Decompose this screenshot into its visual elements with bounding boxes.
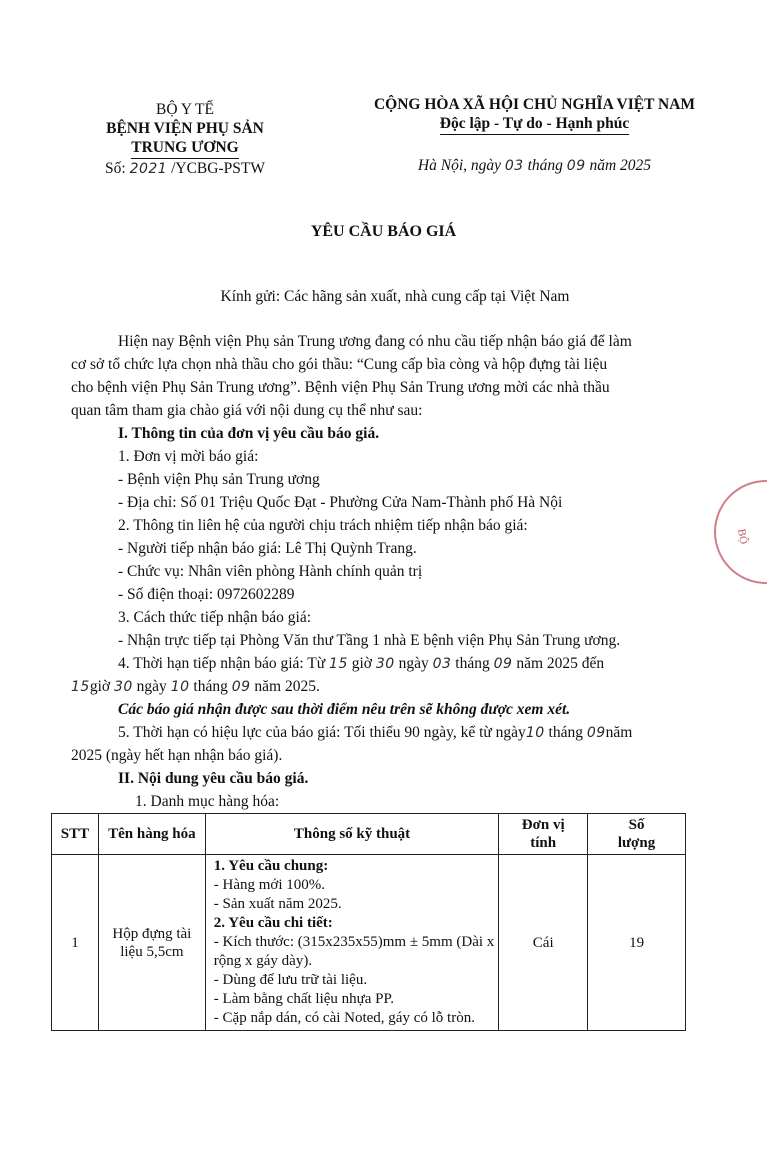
section-2-heading: II. Nội dung yêu cầu báo giá. bbox=[118, 770, 309, 787]
validity-month-handwritten: 09 bbox=[586, 725, 606, 741]
issuer-block bbox=[70, 100, 300, 179]
from-hour-handwritten: 15 bbox=[329, 656, 348, 672]
col-header-spec: Thông số kỹ thuật bbox=[205, 814, 499, 855]
validity-line-1: 5. Thời hạn có hiệu lực của báo giá: Tối thiểu 90 ngày, kể từ ngày10 tháng 09năm bbox=[118, 724, 633, 741]
ministry-name: BỘ Y TẾ bbox=[156, 101, 214, 118]
country-name: CỘNG HÒA XÃ HỘI CHỦ NGHĨA VIỆT NAM bbox=[373, 96, 696, 113]
section-1-line: - Nhận trực tiếp tại Phòng Văn thư Tầng 1 nhà E bệnh viện Phụ Sản Trung ương. bbox=[118, 632, 621, 649]
national-motto: Độc lập - Tự do - Hạnh phúc bbox=[362, 114, 707, 135]
cell-spec: 1. Yêu cầu chung: - Hàng mới 100%. - Sản xuất năm 2025. 2. Yêu cầu chi tiết: - Kích thước: (315x235x55)mm ± 5mm (Dài x rộng x gáy dày). - Dùng để lưu trữ tài liệu. - Làm bằng chất liệu nhựa PP. - Cặp nắp dán, có cài Noted, gáy có lỗ tròn. bbox=[205, 855, 499, 1031]
document-title: YÊU CẦU BÁO GIÁ bbox=[310, 223, 457, 240]
table-header-row bbox=[52, 814, 686, 855]
date-month-handwritten: 09 bbox=[566, 158, 586, 174]
to-month-handwritten: 09 bbox=[231, 679, 251, 695]
document-number-handwritten: 2021 bbox=[129, 161, 168, 177]
cell-qty: 19 bbox=[588, 855, 686, 1031]
col-header-unit: Đơn vị tính bbox=[499, 814, 588, 855]
late-quote-warning: Các báo giá nhận được sau thời điểm nêu trên sẽ không được xem xét. bbox=[118, 701, 571, 718]
section-1-line: - Địa chỉ: Số 01 Triệu Quốc Đạt - Phường Cửa Nam-Thành phố Hà Nội bbox=[118, 494, 563, 511]
col-header-stt: STT bbox=[52, 814, 99, 855]
deadline-line-2: 15giờ 30 ngày 10 tháng 09 năm 2025. bbox=[71, 678, 320, 695]
intro-line-3: cho bệnh viện Phụ Sản Trung ương”. Bệnh viện Phụ Sản Trung ương mời các nhà thầu bbox=[71, 379, 610, 396]
col-header-qty: Số lượng bbox=[588, 814, 686, 855]
from-minute-handwritten: 30 bbox=[375, 656, 395, 672]
validity-line-2: 2025 (ngày hết hạn nhận báo giá). bbox=[71, 747, 283, 764]
section-1-line: 2. Thông tin liên hệ của người chịu trách nhiệm tiếp nhận báo giá: bbox=[118, 517, 528, 534]
cell-unit: Cái bbox=[499, 855, 588, 1031]
goods-list-heading: 1. Danh mục hàng hóa: bbox=[135, 793, 280, 810]
intro-line-4: quan tâm tham gia chào giá với nội dung cụ thể như sau: bbox=[71, 402, 423, 419]
issue-date: Hà Nội, ngày 03 tháng 09 năm 2025 bbox=[417, 157, 652, 174]
col-header-name: Tên hàng hóa bbox=[98, 814, 205, 855]
intro-line-1: Hiện nay Bệnh viện Phụ sản Trung ương đang có nhu cầu tiếp nhận báo giá để làm bbox=[118, 333, 632, 350]
document-number: Số: 2021 /YCBG-PSTW bbox=[105, 160, 265, 177]
to-day-handwritten: 10 bbox=[170, 679, 190, 695]
stamp-text: BỘ bbox=[734, 527, 750, 546]
national-header bbox=[362, 95, 707, 176]
section-1-line: 1. Đơn vị mời báo giá: bbox=[118, 448, 259, 465]
cell-stt: 1 bbox=[52, 855, 99, 1031]
date-day-handwritten: 03 bbox=[504, 158, 524, 174]
hospital-name-line1: BỆNH VIỆN PHỤ SẢN bbox=[106, 120, 264, 137]
recipient-line: Kính gửi: Các hãng sản xuất, nhà cung cấp tại Việt Nam bbox=[220, 288, 570, 305]
section-1-line: - Bệnh viện Phụ sản Trung ương bbox=[118, 471, 320, 488]
deadline-line-1: 4. Thời hạn tiếp nhận báo giá: Từ 15 giờ 30 ngày 03 tháng 09 năm 2025 đến bbox=[118, 655, 605, 672]
section-1-line: 3. Cách thức tiếp nhận báo giá: bbox=[118, 609, 312, 626]
to-minute-handwritten: 30 bbox=[113, 679, 133, 695]
section-1-line: - Người tiếp nhận báo giá: Lê Thị Quỳnh Trang. bbox=[118, 540, 417, 557]
from-day-handwritten: 03 bbox=[432, 656, 452, 672]
section-1-line: - Chức vụ: Nhân viên phòng Hành chính quản trị bbox=[118, 563, 423, 580]
intro-line-2: cơ sở tổ chức lựa chọn nhà thầu cho gói thầu: “Cung cấp bìa còng và hộp đựng tài liệu bbox=[71, 356, 608, 373]
section-1-heading: I. Thông tin của đơn vị yêu cầu báo giá. bbox=[118, 425, 380, 442]
from-month-handwritten: 09 bbox=[493, 656, 513, 672]
section-1-line: - Số điện thoại: 0972602289 bbox=[118, 586, 295, 603]
table-row bbox=[52, 855, 686, 1031]
validity-day-handwritten: 10 bbox=[525, 725, 545, 741]
hospital-name-line2: TRUNG ƯƠNG bbox=[70, 138, 300, 159]
to-hour-handwritten: 15 bbox=[71, 679, 90, 695]
cell-item-name: Hộp đựng tài liệu 5,5cm bbox=[98, 855, 205, 1031]
goods-table bbox=[51, 813, 686, 1031]
